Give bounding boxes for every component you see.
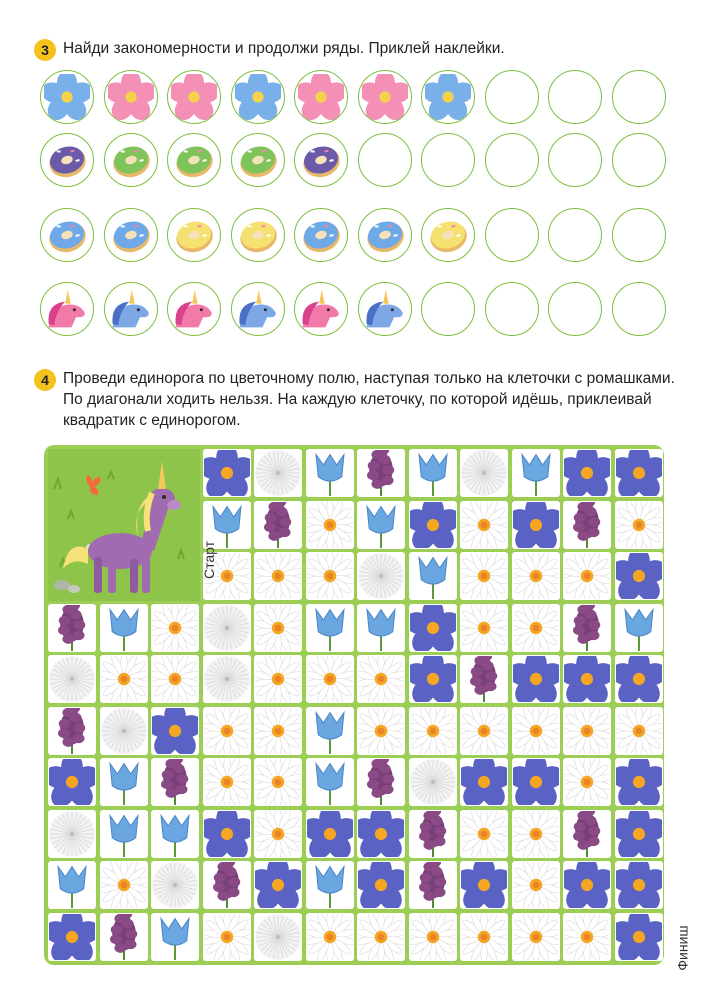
dandelion-tile[interactable]	[203, 655, 251, 703]
empty-sticker-slot[interactable]	[421, 282, 475, 336]
bluebell-tile[interactable]	[357, 604, 405, 652]
bluebell-tile[interactable]	[151, 913, 199, 961]
blue-unicorn-icon	[231, 282, 285, 336]
bluebell-tile[interactable]	[100, 810, 148, 858]
violet-flower-tile[interactable]	[48, 913, 96, 961]
violet-flower-tile[interactable]	[357, 861, 405, 909]
daisy-tile[interactable]	[306, 501, 354, 549]
clover-tile[interactable]	[460, 655, 508, 703]
empty-sticker-slot[interactable]	[485, 133, 539, 187]
pink-flower-icon	[358, 70, 412, 124]
daisy-tile[interactable]	[563, 758, 611, 806]
blue-flower-icon	[421, 70, 475, 124]
violet-flower-tile[interactable]	[563, 861, 611, 909]
violet-flower-tile[interactable]	[409, 655, 457, 703]
dandelion-tile[interactable]	[48, 810, 96, 858]
daisy-tile[interactable]	[357, 913, 405, 961]
pink-flower-icon	[294, 70, 348, 124]
daisy-tile[interactable]	[306, 913, 354, 961]
daisy-tile[interactable]	[512, 861, 560, 909]
yellow-donut-icon	[167, 208, 221, 262]
bluebell-tile[interactable]	[512, 449, 560, 497]
clover-tile[interactable]	[48, 604, 96, 652]
bluebell-tile[interactable]	[48, 861, 96, 909]
bluebell-tile[interactable]	[615, 604, 663, 652]
daisy-tile[interactable]	[460, 604, 508, 652]
bluebell-tile[interactable]	[151, 810, 199, 858]
task-number-badge: 4	[34, 369, 56, 391]
daisy-tile[interactable]	[306, 655, 354, 703]
dandelion-tile[interactable]	[254, 913, 302, 961]
purple-donut-icon	[294, 133, 348, 187]
empty-sticker-slot[interactable]	[485, 282, 539, 336]
clover-tile[interactable]	[357, 449, 405, 497]
blue-donut-icon	[104, 208, 158, 262]
daisy-tile[interactable]	[460, 501, 508, 549]
empty-sticker-slot[interactable]	[612, 70, 666, 124]
empty-sticker-slot[interactable]	[485, 70, 539, 124]
violet-flower-tile[interactable]	[615, 449, 663, 497]
purple-donut-icon	[40, 133, 94, 187]
dandelion-tile[interactable]	[460, 449, 508, 497]
violet-flower-tile[interactable]	[512, 501, 560, 549]
daisy-tile[interactable]	[254, 655, 302, 703]
violet-flower-tile[interactable]	[203, 449, 251, 497]
empty-sticker-slot[interactable]	[485, 208, 539, 262]
clover-tile[interactable]	[563, 501, 611, 549]
blue-unicorn-icon	[104, 282, 158, 336]
pink-unicorn-icon	[294, 282, 348, 336]
green-donut-icon	[231, 133, 285, 187]
dandelion-tile[interactable]	[151, 861, 199, 909]
clover-tile[interactable]	[563, 810, 611, 858]
bluebell-tile[interactable]	[306, 449, 354, 497]
unicorn-illustration	[48, 449, 200, 601]
violet-flower-tile[interactable]	[563, 655, 611, 703]
violet-flower-tile[interactable]	[512, 758, 560, 806]
bluebell-tile[interactable]	[357, 501, 405, 549]
task-instruction: Проведи единорога по цветочному полю, наступая только на клеточки с ромашками. По диагонали ходить нельзя. На каждую клеточку, по которой идёшь, приклеивай квадратик с единорогом.	[63, 370, 675, 429]
empty-sticker-slot[interactable]	[548, 133, 602, 187]
blue-flower-icon	[40, 70, 94, 124]
daisy-tile[interactable]	[254, 552, 302, 600]
violet-flower-tile[interactable]	[409, 604, 457, 652]
daisy-tile[interactable]	[254, 604, 302, 652]
clover-tile[interactable]	[409, 810, 457, 858]
violet-flower-tile[interactable]	[48, 758, 96, 806]
dandelion-tile[interactable]	[409, 758, 457, 806]
daisy-tile[interactable]	[100, 655, 148, 703]
task-4	[34, 368, 684, 431]
daisy-tile[interactable]	[563, 707, 611, 755]
violet-flower-tile[interactable]	[460, 758, 508, 806]
blue-unicorn-icon	[358, 282, 412, 336]
blue-flower-icon	[231, 70, 285, 124]
violet-flower-tile[interactable]	[512, 655, 560, 703]
empty-sticker-slot[interactable]	[548, 208, 602, 262]
violet-flower-tile[interactable]	[615, 810, 663, 858]
violet-flower-tile[interactable]	[254, 861, 302, 909]
sequence-row	[40, 208, 675, 262]
dandelion-tile[interactable]	[357, 552, 405, 600]
green-donut-icon	[104, 133, 158, 187]
violet-flower-tile[interactable]	[615, 861, 663, 909]
yellow-donut-icon	[421, 208, 475, 262]
bluebell-tile[interactable]	[100, 604, 148, 652]
daisy-tile[interactable]	[306, 552, 354, 600]
pink-unicorn-icon	[167, 282, 221, 336]
empty-sticker-slot[interactable]	[421, 133, 475, 187]
daisy-tile[interactable]	[615, 501, 663, 549]
violet-flower-tile[interactable]	[409, 501, 457, 549]
sequence-row	[40, 282, 675, 336]
daisy-tile[interactable]	[357, 707, 405, 755]
daisy-tile[interactable]	[203, 758, 251, 806]
daisy-tile[interactable]	[615, 707, 663, 755]
bluebell-tile[interactable]	[100, 758, 148, 806]
violet-flower-tile[interactable]	[615, 913, 663, 961]
violet-flower-tile[interactable]	[615, 655, 663, 703]
daisy-tile[interactable]	[203, 913, 251, 961]
daisy-tile[interactable]	[563, 913, 611, 961]
clover-tile[interactable]	[254, 501, 302, 549]
task-instruction: Найди закономерности и продолжи ряды. Приклей наклейки.	[63, 40, 505, 57]
empty-sticker-slot[interactable]	[548, 282, 602, 336]
daisy-tile[interactable]	[512, 913, 560, 961]
daisy-tile[interactable]	[100, 861, 148, 909]
clover-tile[interactable]	[563, 604, 611, 652]
blue-donut-icon	[294, 208, 348, 262]
violet-flower-tile[interactable]	[203, 810, 251, 858]
daisy-tile[interactable]	[460, 810, 508, 858]
task-number-badge: 3	[34, 39, 56, 61]
dandelion-tile[interactable]	[48, 655, 96, 703]
bluebell-tile[interactable]	[306, 707, 354, 755]
pink-unicorn-icon	[40, 282, 94, 336]
green-donut-icon	[167, 133, 221, 187]
bluebell-tile[interactable]	[306, 758, 354, 806]
empty-sticker-slot[interactable]	[612, 133, 666, 187]
start-label: Старт	[201, 540, 218, 580]
pink-flower-icon	[104, 70, 158, 124]
bluebell-tile[interactable]	[409, 552, 457, 600]
bluebell-tile[interactable]	[306, 604, 354, 652]
daisy-tile[interactable]	[563, 552, 611, 600]
sequence-row	[40, 133, 675, 187]
daisy-tile[interactable]	[203, 707, 251, 755]
bluebell-tile[interactable]	[409, 449, 457, 497]
daisy-tile[interactable]	[460, 707, 508, 755]
daisy-tile[interactable]	[254, 810, 302, 858]
clover-tile[interactable]	[151, 758, 199, 806]
yellow-donut-icon	[231, 208, 285, 262]
daisy-tile[interactable]	[409, 913, 457, 961]
blue-donut-icon	[40, 208, 94, 262]
clover-tile[interactable]	[203, 861, 251, 909]
empty-sticker-slot[interactable]	[548, 70, 602, 124]
violet-flower-tile[interactable]	[615, 552, 663, 600]
daisy-tile[interactable]	[151, 604, 199, 652]
unicorn-meadow	[48, 449, 200, 601]
daisy-tile[interactable]	[460, 552, 508, 600]
daisy-tile[interactable]	[512, 810, 560, 858]
empty-sticker-slot[interactable]	[612, 208, 666, 262]
finish-label: Финиш	[674, 925, 691, 971]
daisy-tile[interactable]	[357, 655, 405, 703]
flower-field-board	[44, 445, 664, 965]
violet-flower-tile[interactable]	[306, 810, 354, 858]
daisy-tile[interactable]	[254, 707, 302, 755]
clover-tile[interactable]	[357, 758, 405, 806]
dandelion-tile[interactable]	[100, 707, 148, 755]
daisy-tile[interactable]	[460, 913, 508, 961]
dandelion-tile[interactable]	[254, 449, 302, 497]
bluebell-tile[interactable]	[306, 861, 354, 909]
task-3	[34, 38, 505, 61]
blue-donut-icon	[358, 208, 412, 262]
daisy-tile[interactable]	[512, 707, 560, 755]
violet-flower-tile[interactable]	[615, 758, 663, 806]
clover-tile[interactable]	[409, 861, 457, 909]
daisy-tile[interactable]	[409, 707, 457, 755]
daisy-tile[interactable]	[512, 604, 560, 652]
dandelion-tile[interactable]	[203, 604, 251, 652]
daisy-tile[interactable]	[151, 655, 199, 703]
empty-sticker-slot[interactable]	[612, 282, 666, 336]
violet-flower-tile[interactable]	[460, 861, 508, 909]
pink-flower-icon	[167, 70, 221, 124]
sequence-row	[40, 70, 675, 124]
clover-tile[interactable]	[48, 707, 96, 755]
violet-flower-tile[interactable]	[151, 707, 199, 755]
daisy-tile[interactable]	[512, 552, 560, 600]
violet-flower-tile[interactable]	[357, 810, 405, 858]
empty-sticker-slot[interactable]	[358, 133, 412, 187]
clover-tile[interactable]	[100, 913, 148, 961]
violet-flower-tile[interactable]	[563, 449, 611, 497]
daisy-tile[interactable]	[254, 758, 302, 806]
